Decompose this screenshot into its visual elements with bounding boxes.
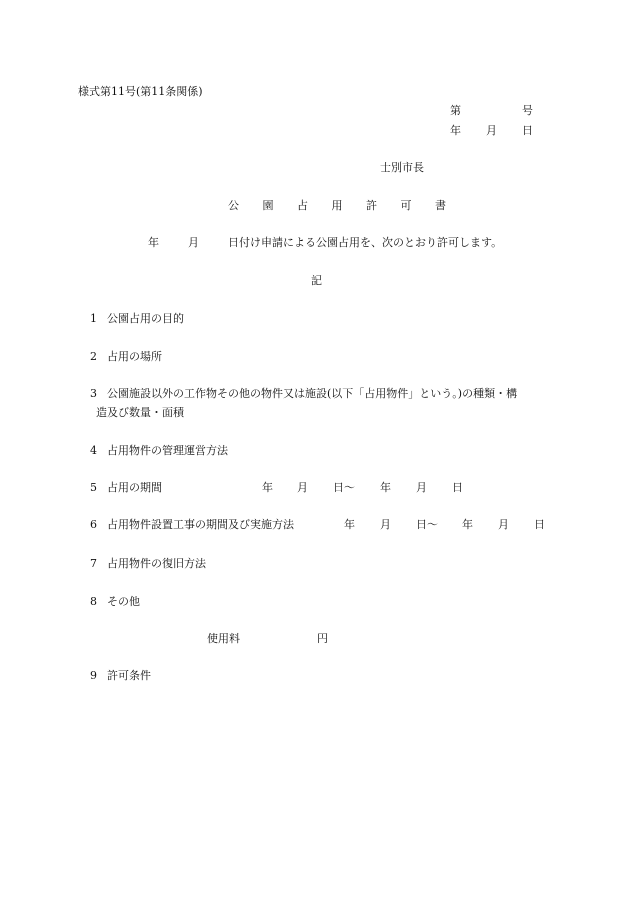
item-label: 公園施設以外の工作物その他の物件又は施設(以下「占用物件」という。)の種類・構	[107, 387, 518, 400]
construction-from-day: 日〜	[416, 518, 438, 531]
usage-fee-line	[207, 632, 328, 646]
intro-month: 月	[188, 236, 199, 249]
list-item	[90, 312, 184, 326]
item-number: 4	[90, 444, 97, 457]
intro-sentence	[148, 236, 502, 250]
usage-fee-label: 使用料	[207, 632, 240, 645]
construction-to-day: 日	[534, 518, 545, 531]
title-char: 許	[366, 199, 379, 212]
occupancy-from-month: 月	[297, 481, 308, 494]
item-number: 8	[90, 595, 97, 608]
form-number: 様式第11号(第11条関係)	[78, 85, 203, 98]
issue-date-year: 年	[450, 124, 461, 137]
issue-number-suffix: 号	[522, 104, 533, 117]
list-item	[90, 387, 517, 401]
occupancy-from-year: 年	[262, 481, 273, 494]
title-char: 公	[228, 199, 241, 212]
item-label: 占用の場所	[107, 350, 162, 363]
occupancy-to-month: 月	[416, 481, 427, 494]
item-label: その他	[107, 595, 140, 608]
item-label: 許可条件	[107, 669, 151, 682]
item-number: 3	[90, 387, 97, 400]
item-number: 7	[90, 557, 97, 570]
intro-year: 年	[148, 236, 159, 249]
construction-from-month: 月	[380, 518, 391, 531]
title-char: 園	[262, 199, 276, 212]
issue-number-prefix: 第	[450, 104, 461, 117]
ki-heading: 記	[311, 274, 322, 287]
item-label-continuation: 造及び数量・面積	[96, 406, 184, 419]
list-item	[90, 481, 162, 495]
title-char: 可	[400, 199, 414, 212]
item-number: 9	[90, 669, 97, 682]
issue-date-day: 日	[522, 124, 533, 137]
document-title	[228, 199, 448, 213]
item-label: 占用物件の復旧方法	[107, 557, 206, 570]
item-label: 占用物件設置工事の期間及び実施方法	[107, 518, 294, 531]
title-char: 書	[435, 199, 448, 212]
item-label: 公園占用の目的	[107, 312, 184, 325]
list-item	[90, 444, 228, 458]
construction-from-year: 年	[344, 518, 355, 531]
list-item	[90, 669, 151, 683]
issuer-name: 士別市長	[380, 161, 424, 174]
intro-rest: 日付け申請による公園占用を、次のとおり許可します。	[228, 236, 503, 249]
construction-to-month: 月	[498, 518, 509, 531]
occupancy-from-day: 日〜	[333, 481, 355, 494]
construction-to-year: 年	[462, 518, 473, 531]
occupancy-to-year: 年	[380, 481, 391, 494]
title-char: 用	[331, 199, 345, 212]
item-number: 5	[90, 481, 97, 494]
usage-fee-unit: 円	[317, 632, 328, 645]
list-item	[90, 595, 140, 609]
occupancy-to-day: 日	[452, 481, 463, 494]
item-label: 占用の期間	[107, 481, 162, 494]
item-label: 占用物件の管理運営方法	[107, 444, 228, 457]
item-number: 1	[90, 312, 97, 325]
title-char: 占	[297, 199, 310, 212]
item-number: 2	[90, 350, 97, 363]
list-item	[90, 350, 162, 364]
item-number: 6	[90, 518, 97, 531]
list-item	[90, 518, 294, 532]
list-item	[90, 557, 206, 571]
issue-date-month: 月	[486, 124, 497, 137]
